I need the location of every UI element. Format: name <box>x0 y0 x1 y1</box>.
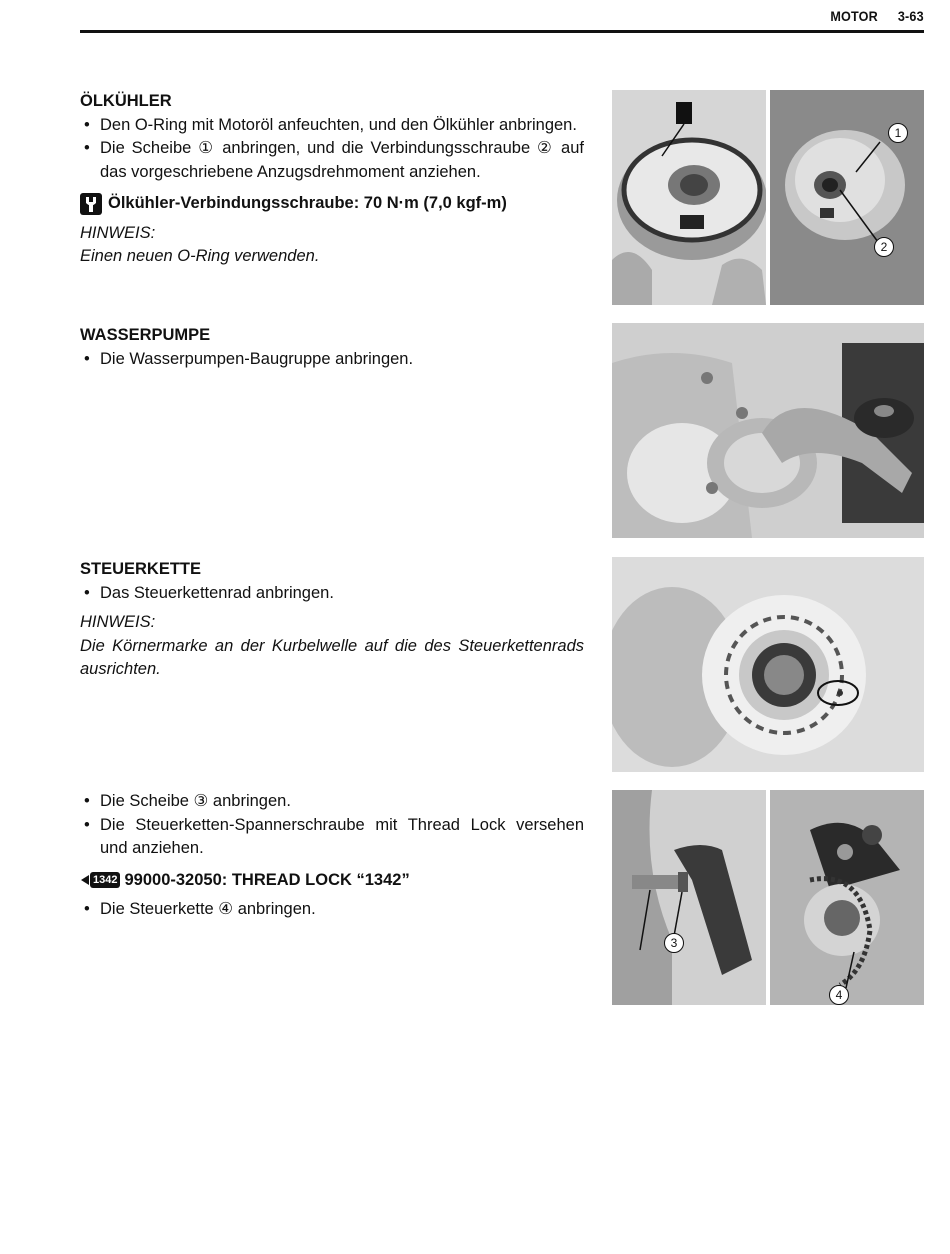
thread-lock-spec-text: 99000-32050: THREAD LOCK “1342” <box>124 870 410 889</box>
cam-chain-installed-photo <box>770 790 924 1005</box>
header-info <box>814 8 924 24</box>
page-number: 3-63 <box>898 8 924 24</box>
thread-lock-icon <box>80 872 120 888</box>
torque-wrench-icon <box>80 193 102 215</box>
oil-cooler-note-label: HINWEIS: <box>80 223 156 242</box>
tensioner-step-1: • Die Scheibe ③ anbringen. <box>80 790 584 814</box>
cam-chain-note-label: HINWEIS: <box>80 613 156 631</box>
oil-cooler-note-text: Einen neuen O-Ring verwenden. <box>80 247 320 265</box>
cam-chain-heading: STEUERKETTE <box>80 560 202 578</box>
oil-cooler-photo <box>612 90 766 305</box>
oil-cooler-step-2: • Die Scheibe ① anbringen, und die Verbindungsschraube ② auf das vorgeschriebene Anzugsdrehmoment anziehen. <box>80 137 584 184</box>
water-pump-step-1: • Die Wasserpumpen-Baugruppe anbringen. <box>80 348 584 372</box>
water-pump-photo <box>612 323 924 538</box>
oil-cooler-step-1: • Den O-Ring mit Motoröl anfeuchten, und den Ölkühler anbringen. <box>80 114 584 138</box>
page-header <box>80 8 924 30</box>
tensioner-bolt-photo <box>612 790 766 1005</box>
tensioner-step-2: • Die Steuerketten-Spannerschraube mit Thread Lock versehen und anziehen. <box>80 814 584 861</box>
cam-chain-step-1: • Das Steuerkettenrad anbringen. <box>80 582 584 606</box>
oil-cooler-heading: ÖLKÜHLER <box>80 92 172 110</box>
callout-2: 2 <box>874 237 894 257</box>
cam-chain-note-text: Die Körnermarke an der Kurbelwelle auf die des Steuerkettenrads ausrichten. <box>80 636 584 678</box>
tensioner-section <box>80 790 584 922</box>
callout-1: 1 <box>888 123 908 143</box>
header-section: MOTOR <box>830 8 879 24</box>
water-pump-heading: WASSERPUMPE <box>80 326 211 344</box>
torque-spec-text: Ölkühler-Verbindungsschraube: 70 N·m (7,0 kgf-m) <box>108 194 507 212</box>
oil-cooler-section <box>80 90 584 269</box>
cam-chain-section <box>80 558 584 682</box>
header-rule <box>80 30 924 33</box>
oil-cooler-bolt-photo <box>770 90 924 305</box>
cam-chain-sprocket-photo <box>612 557 924 772</box>
callout-3: 3 <box>664 933 684 953</box>
thread-lock-spec <box>80 869 584 893</box>
torque-spec <box>80 192 584 216</box>
tensioner-step-3: • Die Steuerkette ④ anbringen. <box>80 898 584 922</box>
thread-lock-badge: 1342 <box>90 872 120 888</box>
water-pump-section <box>80 324 584 371</box>
callout-4: 4 <box>829 985 849 1005</box>
